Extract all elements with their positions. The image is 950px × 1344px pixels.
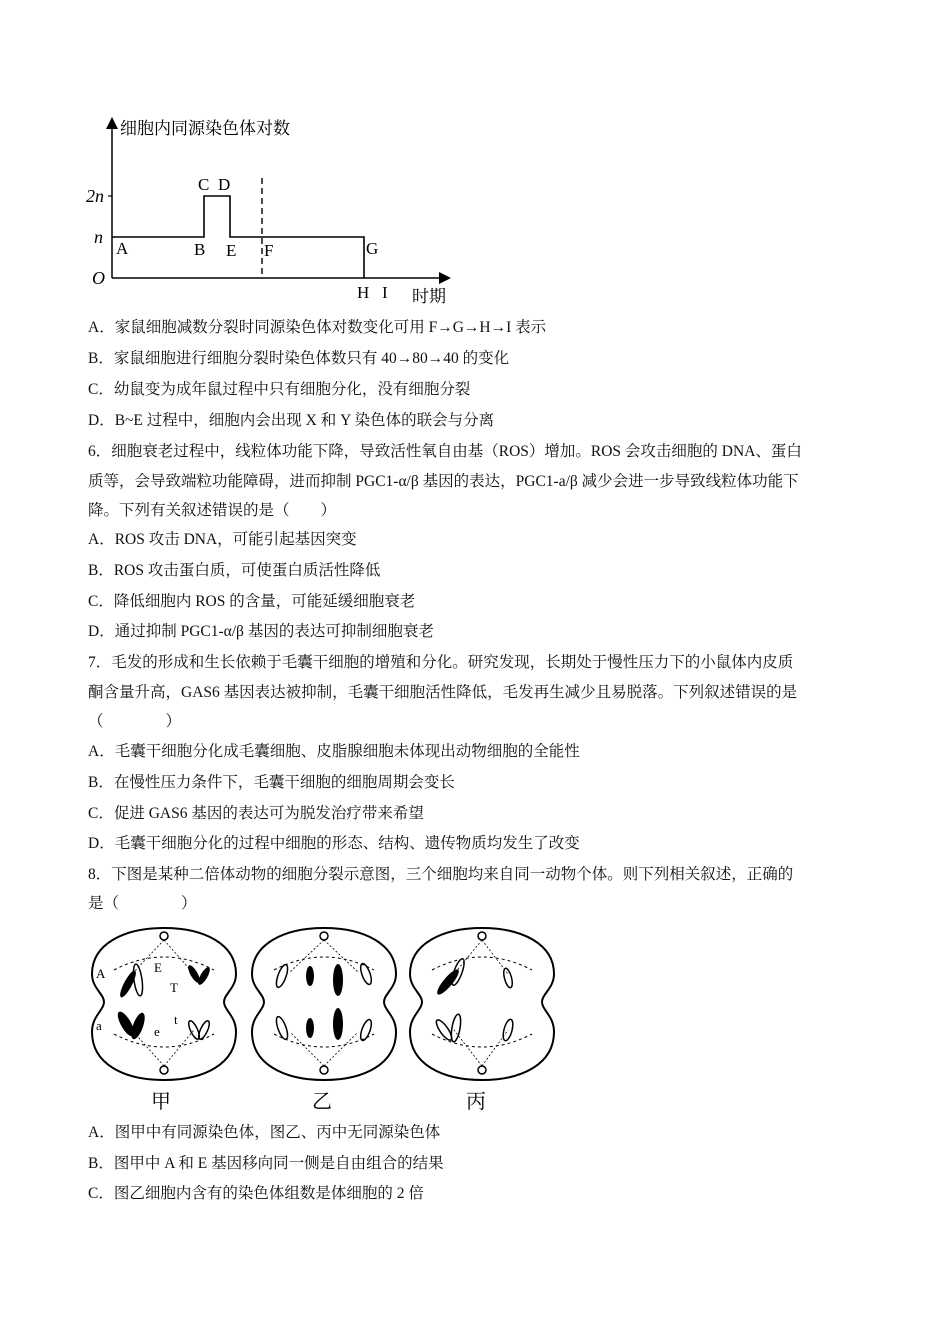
point-I: I bbox=[382, 283, 388, 302]
q7-option-c: C．促进 GAS6 基因的表达可为脱发治疗带来希望 bbox=[88, 805, 424, 822]
q7-option-a: A．毛囊干细胞分化成毛囊细胞、皮脂腺细胞未体现出动物细胞的全能性 bbox=[88, 743, 580, 760]
cell-bing bbox=[410, 928, 554, 1080]
q7-option-b: B．在慢性压力条件下，毛囊干细胞的细胞周期会变长 bbox=[88, 774, 455, 791]
origin-label: O bbox=[92, 268, 105, 288]
q8-option-b: B．图甲中 A 和 E 基因移向同一侧是自由组合的结果 bbox=[88, 1155, 444, 1172]
q7-stem-line-1: 7．毛发的形成和生长依赖于毛囊干细胞的增殖和分化。研究发现，长期处于慢性压力下的小鼠体内皮质 bbox=[88, 654, 794, 671]
q6-option-b: B．ROS 攻击蛋白质，可使蛋白质活性降低 bbox=[88, 562, 381, 579]
cell-jia bbox=[92, 928, 236, 1080]
q7-option-d: D．毛囊干细胞分化的过程中细胞的形态、结构、遗传物质均发生了改变 bbox=[88, 835, 580, 852]
point-B: B bbox=[194, 240, 206, 259]
q8-option-a: A．图甲中有同源染色体，图乙、丙中无同源染色体 bbox=[88, 1124, 441, 1141]
cell-label-yi: 乙 bbox=[312, 1091, 332, 1112]
q8-option-c: C．图乙细胞内含有的染色体组数是体细胞的 2 倍 bbox=[88, 1185, 424, 1202]
point-H: H bbox=[357, 283, 370, 302]
q6-stem-line-1: 6．细胞衰老过程中，线粒体功能下降，导致活性氧自由基（ROS）增加。ROS 会攻击细胞的 DNA、蛋白 bbox=[88, 443, 802, 460]
gene-label-e: e bbox=[154, 1024, 160, 1039]
gene-label-T: T bbox=[170, 980, 178, 995]
cell-label-bing: 丙 bbox=[466, 1091, 486, 1112]
homolog-pair-graph bbox=[80, 112, 460, 308]
point-F: F bbox=[264, 241, 274, 260]
graph-curve bbox=[112, 196, 364, 278]
q8-stem-line-2: 是（ ） bbox=[88, 895, 197, 912]
q7-stem-line-3: （ ） bbox=[88, 713, 182, 730]
q7-stem-line-2: 酮含量升高，GAS6 基因表达被抑制，毛囊干细胞活性降低，毛发再生减少且易脱落。下列叙述错误的是 bbox=[88, 684, 798, 701]
cell-yi bbox=[252, 928, 396, 1080]
gene-label-A: A bbox=[96, 966, 106, 981]
y-axis-label: 细胞内同源染色体对数 bbox=[120, 119, 290, 138]
gene-label-t: t bbox=[174, 1012, 178, 1027]
tick-label-n: n bbox=[94, 227, 103, 247]
q5-option-d: D．B~E 过程中，细胞内会出现 X 和 Y 染色体的联会与分离 bbox=[88, 412, 495, 429]
point-A: A bbox=[116, 239, 129, 258]
graph-svg bbox=[80, 112, 460, 308]
q6-stem-line-2: 质等，会导致端粒功能障碍，进而抑制 PGC1-α/β 基因的表达，PGC1-a/β 减少会进一步导致线粒体功能下 bbox=[88, 473, 799, 490]
cells-svg bbox=[86, 922, 560, 1112]
point-E: E bbox=[226, 241, 237, 260]
q6-stem-line-3: 降。下列有关叙述错误的是（ ） bbox=[88, 502, 337, 519]
q6-option-a: A．ROS 攻击 DNA，可能引起基因突变 bbox=[88, 531, 357, 548]
q5-option-b: B．家鼠细胞进行细胞分裂时染色体数只有 40→80→40 的变化 bbox=[88, 350, 510, 367]
cell-label-jia: 甲 bbox=[151, 1091, 171, 1112]
cell-division-figure bbox=[86, 922, 560, 1112]
x-axis-label: 时期 bbox=[412, 287, 446, 306]
tick-label-2n: 2n bbox=[86, 186, 104, 206]
point-D: D bbox=[218, 175, 231, 194]
gene-label-a: a bbox=[96, 1018, 102, 1033]
gene-label-E: E bbox=[154, 960, 162, 975]
q6-option-d: D．通过抑制 PGC1-α/β 基因的表达可抑制细胞衰老 bbox=[88, 623, 434, 640]
q6-option-c: C．降低细胞内 ROS 的含量，可能延缓细胞衰老 bbox=[88, 593, 416, 610]
q5-option-c: C．幼鼠变为成年鼠过程中只有细胞分化，没有细胞分裂 bbox=[88, 381, 471, 398]
point-G: G bbox=[366, 239, 379, 258]
q5-option-a: A．家鼠细胞减数分裂时同源染色体对数变化可用 F→G→H→I 表示 bbox=[88, 319, 547, 336]
point-C: C bbox=[198, 175, 210, 194]
q8-stem-line-1: 8．下图是某种二倍体动物的细胞分裂示意图，三个细胞均来自同一动物个体。则下列相关叙述，正确的 bbox=[88, 866, 794, 883]
